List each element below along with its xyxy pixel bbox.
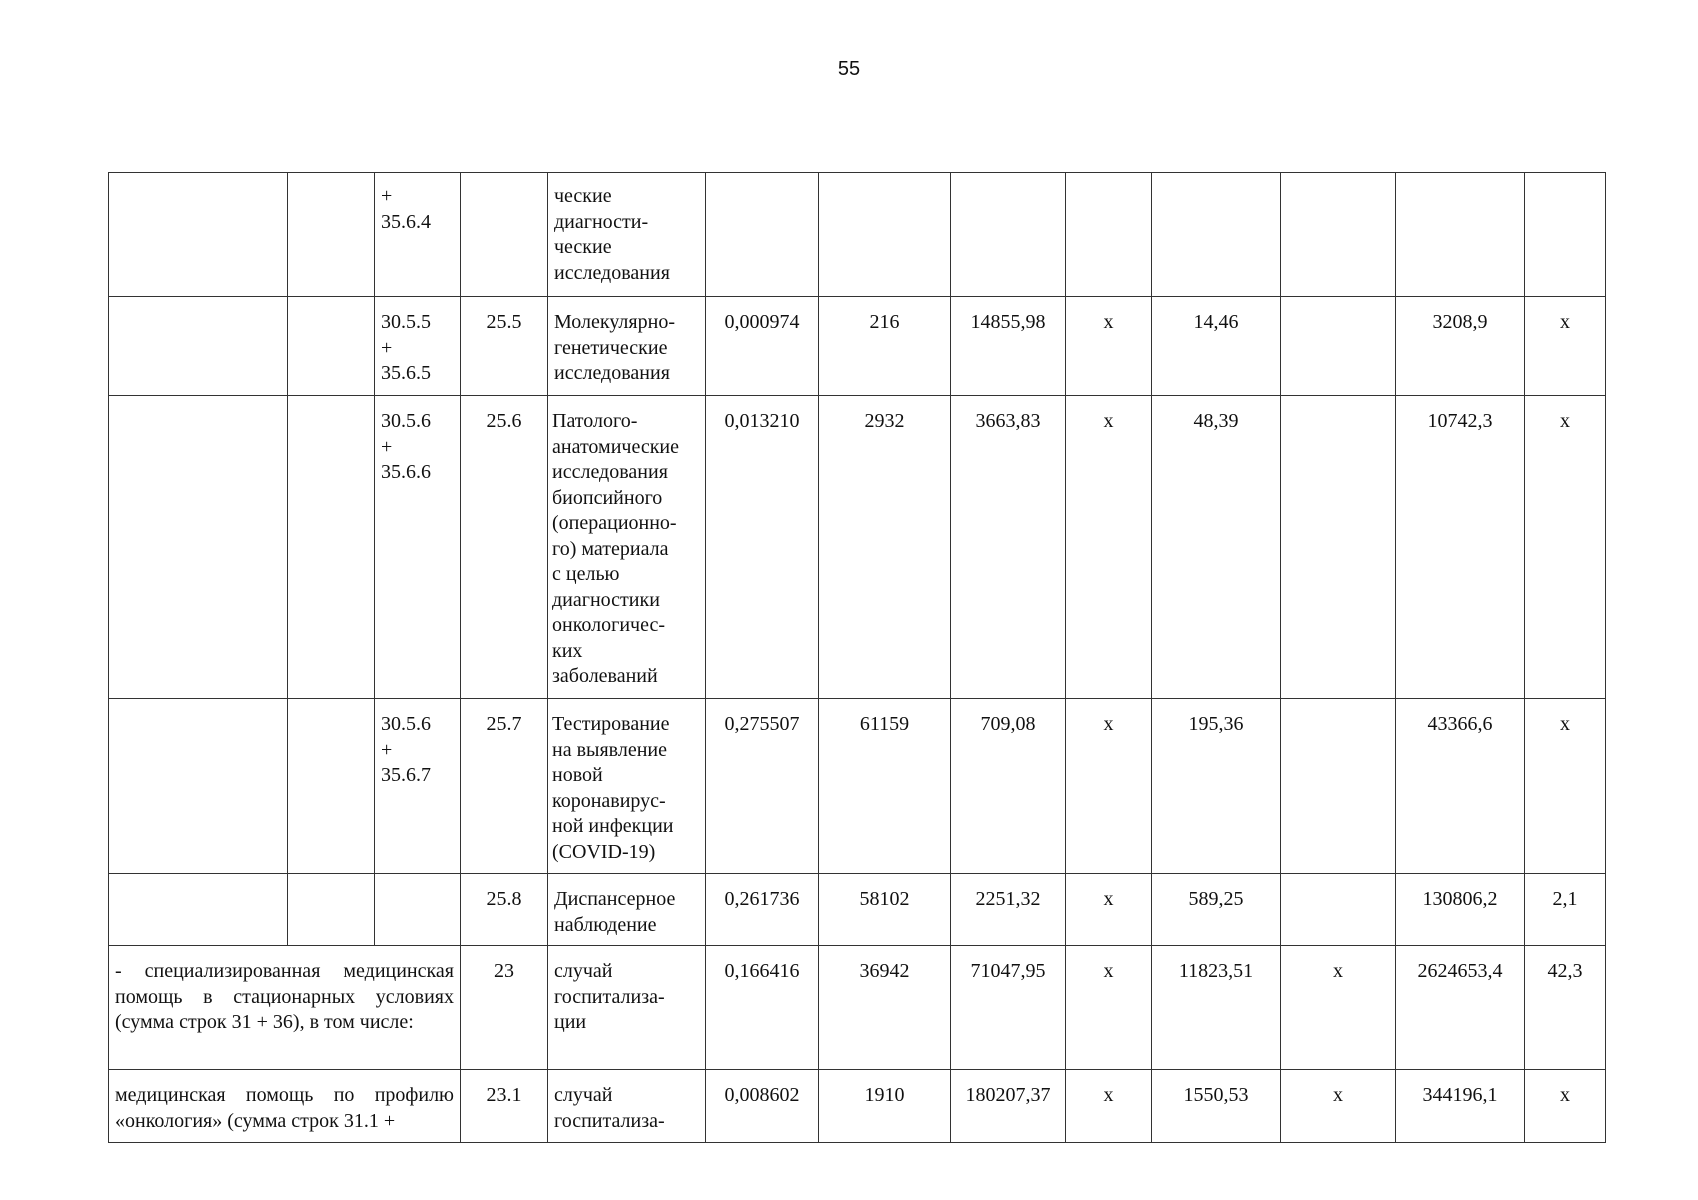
cell-unit: Диспансерное наблюдение [548,874,706,946]
table-row [109,946,1606,1070]
cell-b [288,173,375,297]
cell-line-code: 25.5 [461,297,548,396]
cell-l: 130806,2 [1396,874,1525,946]
cell-h: 3663,83 [951,396,1066,699]
cell-m: х [1525,1070,1606,1143]
cell-j: 14,46 [1152,297,1281,396]
cell-f: 0,261736 [706,874,819,946]
table-row [109,297,1606,396]
table-row [109,1070,1606,1143]
cell-row-number [375,874,461,946]
cell-i: х [1066,297,1152,396]
row-label: - специализированная медицинская помощь в стационарных условиях (сумма строк 31 + 36), в том числе: [115,960,454,1033]
cell-a [109,173,288,297]
cell-unit: случай госпитализа- ции [548,946,706,1070]
cell-m [1525,173,1606,297]
cell-b [288,297,375,396]
cell-j: 1550,53 [1152,1070,1281,1143]
cell-g: 58102 [819,874,951,946]
table-row [109,874,1606,946]
cell-line-code: 25.8 [461,874,548,946]
cell-row-number: 30.5.6 + 35.6.7 [375,699,461,874]
cell-h: 14855,98 [951,297,1066,396]
cell-k: х [1281,1070,1396,1143]
cell-g: 1910 [819,1070,951,1143]
cell-g: 216 [819,297,951,396]
cell-i: х [1066,699,1152,874]
cell-h: 709,08 [951,699,1066,874]
cell-j [1152,173,1281,297]
cell-k [1281,699,1396,874]
cell-j: 11823,51 [1152,946,1281,1070]
cell-a [109,396,288,699]
cell-a [109,297,288,396]
cell-row-number: 30.5.6 + 35.6.6 [375,396,461,699]
cell-description [109,1070,461,1143]
table-row [109,396,1606,699]
cell-m: х [1525,396,1606,699]
cell-f: 0,008602 [706,1070,819,1143]
cell-a [109,699,288,874]
cell-m: 2,1 [1525,874,1606,946]
cell-g: 2932 [819,396,951,699]
cell-line-code: 25.7 [461,699,548,874]
cell-g: 61159 [819,699,951,874]
cell-a [109,874,288,946]
cell-f: 0,275507 [706,699,819,874]
cell-j: 195,36 [1152,699,1281,874]
cell-b [288,396,375,699]
data-table [108,172,1606,1143]
cell-f: 0,013210 [706,396,819,699]
cell-j: 589,25 [1152,874,1281,946]
cell-l: 43366,6 [1396,699,1525,874]
cell-f [706,173,819,297]
cell-h [951,173,1066,297]
page-number: 55 [837,58,861,80]
cell-k [1281,173,1396,297]
cell-line-code: 23 [461,946,548,1070]
cell-row-number: 30.5.5 + 35.6.5 [375,297,461,396]
cell-line-code: 23.1 [461,1070,548,1143]
cell-k [1281,396,1396,699]
cell-i [1066,173,1152,297]
cell-line-code: 25.6 [461,396,548,699]
cell-b [288,874,375,946]
cell-k: х [1281,946,1396,1070]
cell-g [819,173,951,297]
cell-line-code [461,173,548,297]
cell-unit: Тестирование на выявление новой коронавирус- ной инфекции (COVID-19) [548,699,706,874]
cell-i: х [1066,946,1152,1070]
cell-l: 2624653,4 [1396,946,1525,1070]
cell-h: 71047,95 [951,946,1066,1070]
cell-l: 344196,1 [1396,1070,1525,1143]
cell-l: 3208,9 [1396,297,1525,396]
cell-l: 10742,3 [1396,396,1525,699]
cell-k [1281,297,1396,396]
cell-i: х [1066,874,1152,946]
cell-l [1396,173,1525,297]
table-row [109,699,1606,874]
cell-k [1281,874,1396,946]
cell-unit: ческие диагности- ческие исследования [548,173,706,297]
cell-f: 0,166416 [706,946,819,1070]
cell-m: х [1525,699,1606,874]
cell-j: 48,39 [1152,396,1281,699]
cell-f: 0,000974 [706,297,819,396]
cell-unit: Молекулярно- генетические исследования [548,297,706,396]
cell-h: 2251,32 [951,874,1066,946]
cell-i: х [1066,396,1152,699]
cell-m: х [1525,297,1606,396]
cell-description [109,946,461,1070]
cell-unit: Патолого- анатомические исследования биопсийного (операционно- го) материала с целью диагностики онкологичес- ких заболеваний [548,396,706,699]
cell-i: х [1066,1070,1152,1143]
row-label: медицинская помощь по профилю «онкология» (сумма строк 31.1 + [115,1084,454,1132]
table-row [109,173,1606,297]
cell-b [288,699,375,874]
cell-unit: случай госпитализа- [548,1070,706,1143]
cell-h: 180207,37 [951,1070,1066,1143]
cell-row-number: + 35.6.4 [375,173,461,297]
cell-m: 42,3 [1525,946,1606,1070]
cell-g: 36942 [819,946,951,1070]
